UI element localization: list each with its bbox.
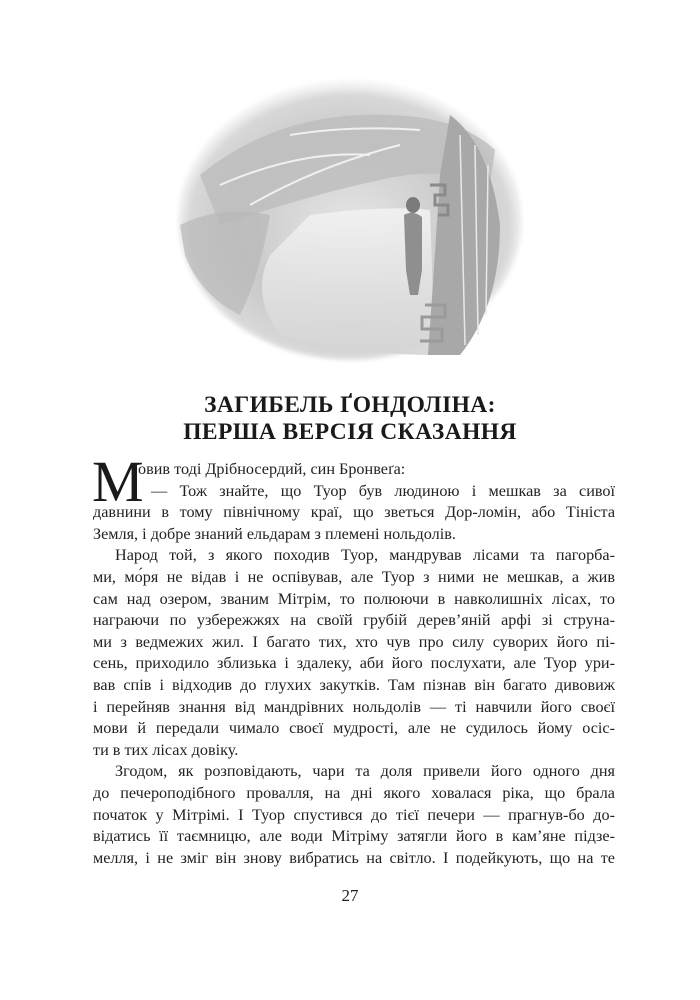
body-text xyxy=(92,449,615,869)
text-line: ми з ведмежих жил. І багато тих, хто чув про силу суворих його пі- xyxy=(93,632,615,651)
text-line: сам над озером, званим Мітрім, то полюючи в навколишніх лісах, то xyxy=(93,589,615,608)
text-line: ти в тих лісах довіку. xyxy=(93,740,239,759)
text-line: мелля, і не зміг він знову вибратись на світло. І подейкують, що на те xyxy=(93,848,615,867)
chapter-title xyxy=(0,392,700,446)
text-line: Народ той, з якого походив Туор, мандрував лісами та пагорба- xyxy=(115,546,615,565)
text-line: — Тож знайте, що Туор був людиною і мешкав за сивої xyxy=(151,481,615,500)
text-line: до печероподібного провалля, на дні якого ховалася ріка, що брала xyxy=(93,783,615,802)
text-line: і перейняв знання від мандрівних нольдолів — ті навчили його своєї xyxy=(93,697,615,716)
cave-river-illustration xyxy=(160,55,540,370)
text-line: початок у Мітрімі. І Туор спустився до тієї печери — прагнув-бо до- xyxy=(93,805,615,824)
text-line: ми, мо́ря не відав і не оспівував, але Туор з ними не мешкав, а жив xyxy=(93,567,615,586)
text-line: давнини в тому північному краї, що зветься Дор-ломін, або Тініста xyxy=(93,503,615,522)
text-line: награючи по узбережжях на своїй грубій дерев’яній арфі зі струна- xyxy=(93,611,615,630)
first-paragraph xyxy=(92,449,615,545)
text-line: сень, приходило зблизька і здалеку, аби його послухати, але Туор ури- xyxy=(93,654,615,673)
page-number: 27 xyxy=(341,886,359,905)
text-line: Згодом, як розповідають, чари та доля привели його одного дня xyxy=(115,762,615,781)
text-line: овив тоді Дрібносердий, син Бронвеґа: xyxy=(138,460,406,478)
drop-cap: М xyxy=(92,449,144,514)
chapter-title-line1: ЗАГИБЕЛЬ ҐОНДОЛІНА: xyxy=(204,392,496,418)
illustration-drawing xyxy=(160,55,540,370)
text-line: відатись її таємницю, але води Мітріму затягли його в кам’яне підзе- xyxy=(93,827,615,846)
chapter-title-line2: ПЕРША ВЕРСІЯ СКАЗАННЯ xyxy=(183,419,517,445)
text-line: вав спів і відходив до глухих закутків. Там пізнав він багато дивовиж xyxy=(93,675,615,694)
text-line: мови й передали чимало своєї мудрості, але не судилось йому осіс- xyxy=(93,719,615,738)
text-line: Земля, і добре знаний ельдарам з племені нольдолів. xyxy=(93,524,456,543)
